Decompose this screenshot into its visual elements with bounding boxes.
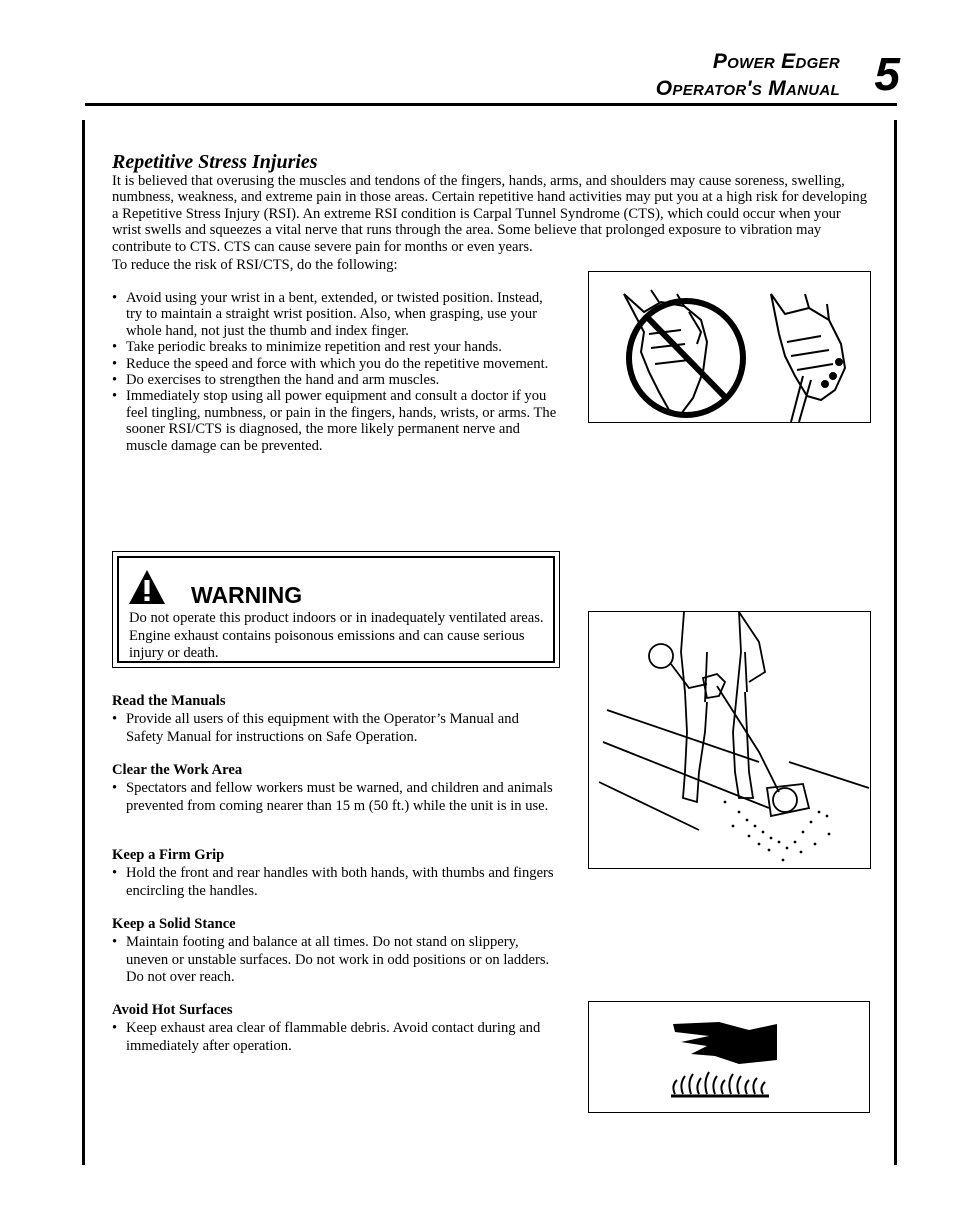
rsi-lead: To reduce the risk of RSI/CTS, do the following: xyxy=(112,257,398,273)
section-firm-grip xyxy=(112,847,557,900)
section-read-manuals xyxy=(112,693,557,746)
list-item: • Take periodic breaks to minimize repetition and rest your hands. xyxy=(112,339,557,355)
list-item: • Do exercises to strengthen the hand and arm muscles. xyxy=(112,372,557,388)
operator-edging-illustration xyxy=(588,611,871,869)
list-item: • Provide all users of this equipment with the Operator’s Manual and Safety Manual for instructions on Safe Operation. xyxy=(112,711,557,746)
page-number: 5 xyxy=(874,48,900,100)
manual-title-line2: Operator's Manual xyxy=(655,77,840,100)
rsi-intro: It is believed that overusing the muscles and tendons of the fingers, hands, arms, and shoulders may cause soreness, swelling, numbness, weakness, and extreme pain in those areas. Certain repetitive hand activities may put you at a high risk for developing a Repetitive Stress Injury (RSI). An extreme RSI condition is Carpal Tunnel Syndrome (CTS), which could occur when your wrist swells and squeezes a vital nerve that runs through the area. Some believe that prolonged exposure to vibration may contribute to CTS. CTS can cause severe pain for months or even years. xyxy=(112,173,868,255)
section-heading: Keep a Firm Grip xyxy=(112,847,225,863)
hot-surface-hand-icon xyxy=(588,1001,870,1113)
left-margin-bar xyxy=(82,120,85,1165)
section-heading: Avoid Hot Surfaces xyxy=(112,1002,233,1018)
list-item: • Hold the front and rear handles with both hands, with thumbs and fingers encircling the handles. xyxy=(112,865,557,900)
rsi-title: Repetitive Stress Injuries xyxy=(112,151,318,173)
section-heading: Clear the Work Area xyxy=(112,762,243,778)
warning-title: WARNING xyxy=(191,582,303,608)
list-item: • Spectators and fellow workers must be warned, and children and animals prevented from coming nearer than 15 m (50 ft.) while the unit is in use. xyxy=(112,780,557,815)
list-item: • Immediately stop using all power equipment and consult a doctor if you feel tingling, numbness, or pain in the fingers, hands, wrists, or arms. The sooner RSI/CTS is diagnosed, the more likely permanent nerve and muscle damage can be prevented. xyxy=(112,388,557,454)
section-clear-work-area xyxy=(112,762,557,815)
gloved-hands-wrist-position-icon xyxy=(588,271,871,423)
manual-title-line1: Power Edger xyxy=(712,50,840,73)
section-solid-stance xyxy=(112,916,557,987)
rsi-list xyxy=(112,290,557,454)
warning-triangle-icon xyxy=(127,568,167,606)
right-margin-bar xyxy=(894,120,897,1165)
list-item: • Keep exhaust area clear of flammable debris. Avoid contact during and immediately after operation. xyxy=(112,1020,557,1055)
warning-box xyxy=(112,551,560,668)
manual-title xyxy=(656,48,840,102)
section-hot-surfaces xyxy=(112,1002,557,1055)
list-item: • Reduce the speed and force with which you do the repetitive movement. xyxy=(112,356,557,372)
warning-text: Do not operate this product indoors or in inadequately ventilated areas. Engine exhaust contains poisonous emissions and can cause serious injury or death. xyxy=(129,610,544,661)
list-item: • Maintain footing and balance at all times. Do not stand on slippery, uneven or unstable surfaces. Do not work in odd positions or on ladders. Do not over reach. xyxy=(112,934,557,987)
list-item: • Avoid using your wrist in a bent, extended, or twisted position. Instead, try to maintain a straight wrist position. Also, when grasping, use your whole hand, not just the thumb and index finger. xyxy=(112,290,557,339)
header-rule xyxy=(85,103,897,106)
section-heading: Keep a Solid Stance xyxy=(112,916,236,932)
section-heading: Read the Manuals xyxy=(112,693,226,709)
